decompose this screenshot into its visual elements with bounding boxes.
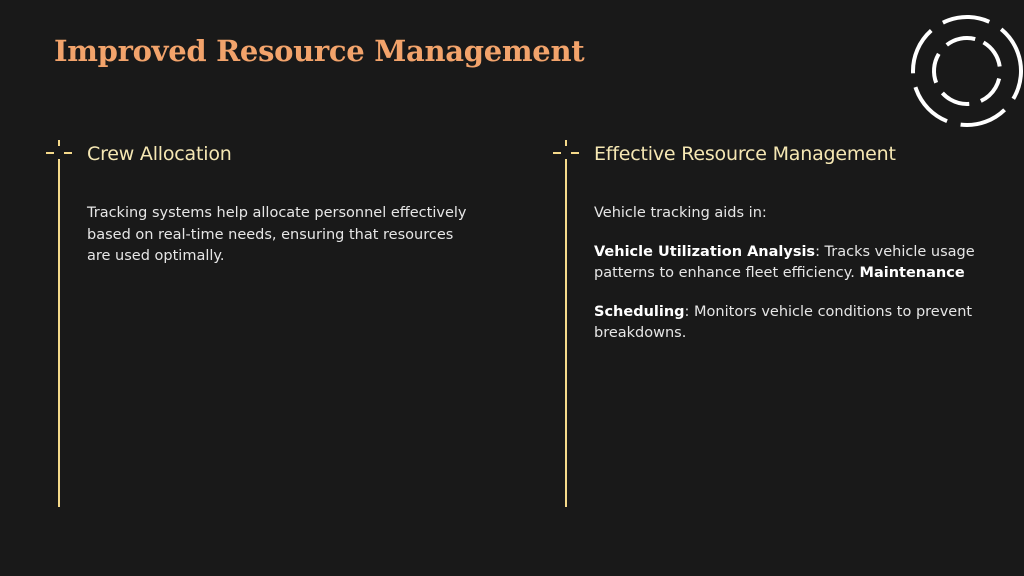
- dashed-crosshair-line-icon: [551, 140, 581, 508]
- section-body: [87, 203, 479, 285]
- list-item: [594, 302, 986, 345]
- section-body: [594, 203, 986, 362]
- section-intro: Vehicle tracking aids in:: [594, 205, 767, 221]
- item-trailing-term: Maintenance: [859, 265, 965, 281]
- list-item: [594, 242, 986, 285]
- dashed-concentric-circles-icon: [910, 4, 1024, 138]
- slide-title: Improved Resource Management: [54, 34, 585, 68]
- section-paragraph: Tracking systems help allocate personnel effectively based on real-time needs, ensuring that resources are used optimally.: [87, 205, 467, 264]
- item-term: Scheduling: [594, 303, 685, 320]
- item-term: Vehicle Utilization Analysis: [594, 243, 816, 260]
- section-heading: Effective Resource Management: [594, 143, 896, 165]
- dashed-crosshair-line-icon: [44, 140, 74, 508]
- section-heading: Crew Allocation: [87, 143, 232, 165]
- item-text: : Tracks vehicle usage patterns to enhance fleet efficiency.: [594, 243, 975, 281]
- item-text: : Monitors vehicle conditions to prevent breakdowns.: [594, 303, 973, 341]
